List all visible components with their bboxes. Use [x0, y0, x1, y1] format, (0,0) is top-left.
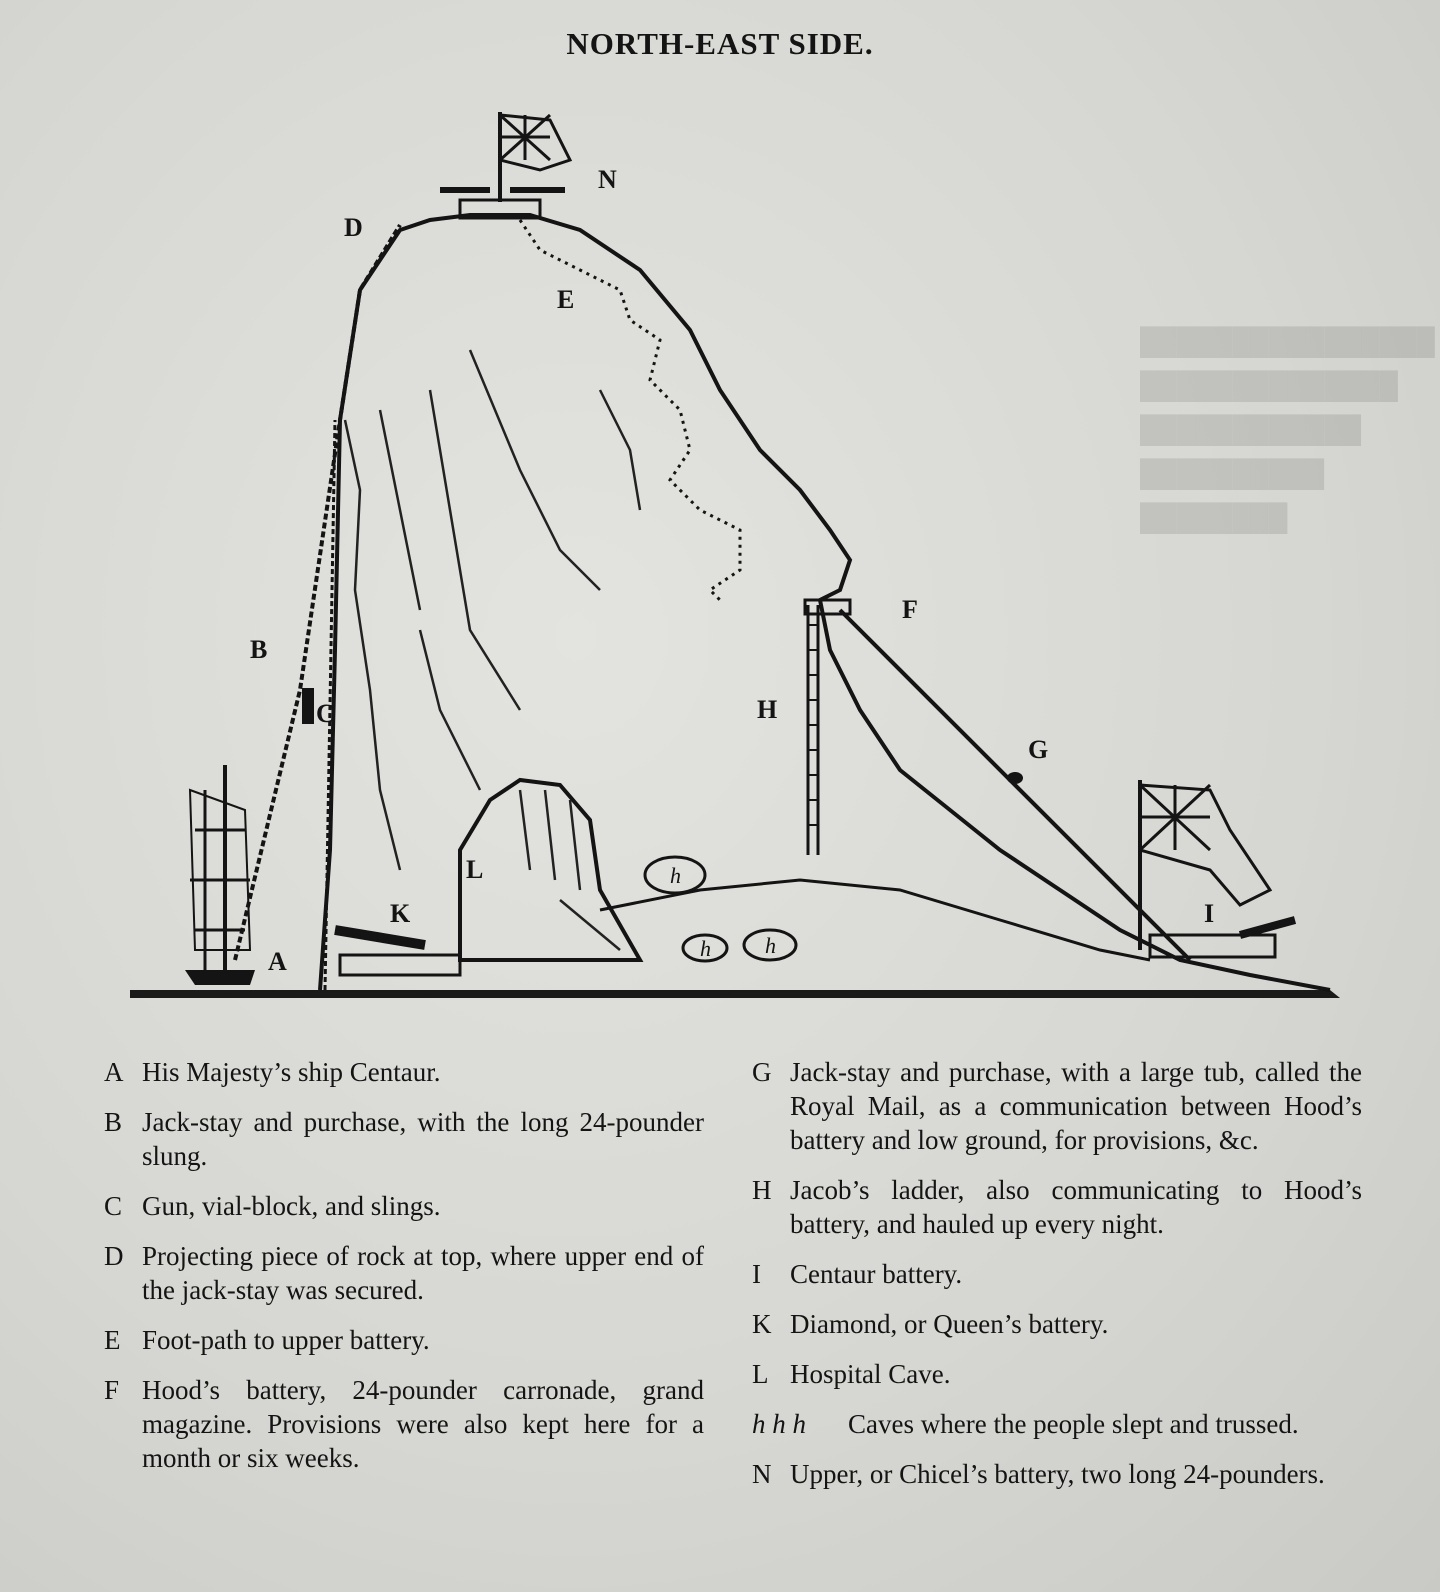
legend-item-i: I Centaur battery.	[752, 1259, 963, 1289]
rock-shading	[345, 350, 640, 870]
legend-right-column	[752, 1055, 1362, 1507]
diamond-battery	[340, 955, 460, 975]
legend-item-c: C Gun, vial-block, and slings.	[104, 1191, 441, 1221]
ground-line	[130, 990, 1340, 998]
legend-left-column	[104, 1055, 704, 1491]
legend-item-hhh: h h h Caves where the people slept and trussed.	[752, 1409, 1299, 1439]
label-e: E	[557, 285, 575, 314]
label-k: K	[390, 899, 411, 928]
jacobs-ladder	[808, 605, 818, 855]
label-a: A	[268, 947, 287, 976]
legend-item-h: H Jacob’s ladder, also communicating to Hood’s battery, and hauled up every night.	[752, 1175, 1362, 1239]
legend-item-n: N Upper, or Chicel’s battery, two long 24-pounders.	[752, 1459, 1325, 1489]
rock-illustration	[0, 90, 1440, 1020]
legend-item-f: F Hood’s battery, 24-pounder carronade, grand magazine. Provisions were also kept here for a month or six weeks.	[104, 1375, 704, 1473]
legend-item-d: D Projecting piece of rock at top, where upper end of the jack-stay was secured.	[104, 1241, 704, 1305]
top-flag-cross	[500, 115, 550, 160]
jack-stay-b	[235, 225, 400, 960]
legend-item-g: G Jack-stay and purchase, with a large tub, called the Royal Mail, as a communication between Hood’s battery and low ground, for provisions, &c.	[752, 1057, 1362, 1155]
label-l: L	[466, 855, 484, 884]
label-g: G	[1028, 735, 1049, 764]
royal-mail-tub	[1007, 772, 1023, 784]
jack-stay-g	[840, 610, 1190, 960]
label-c: C	[316, 699, 335, 728]
centaur-flag-cross	[1140, 785, 1210, 850]
page-title: NORTH-EAST SIDE.	[566, 26, 874, 61]
label-b: B	[250, 635, 268, 664]
label-h: H	[757, 695, 778, 724]
legend-item-a: A His Majesty’s ship Centaur.	[104, 1057, 441, 1087]
bleed-through-text: ████████████████ ██████████████ ████████████ ██████████ ████████	[1140, 327, 1435, 532]
label-h-cave-3: h	[765, 933, 776, 958]
label-f: F	[902, 595, 918, 624]
label-i: I	[1204, 899, 1215, 928]
centaur-battery-gun	[1240, 920, 1295, 935]
label-h-cave-2: h	[700, 936, 711, 961]
label-h-cave-1: h	[670, 863, 681, 888]
legend-item-e: E Foot-path to upper battery.	[104, 1325, 430, 1355]
foot-path	[520, 220, 740, 600]
gun-c	[302, 688, 314, 724]
hospital-cave	[460, 780, 640, 960]
legend-item-k: K Diamond, or Queen’s battery.	[752, 1309, 1109, 1339]
hospital-cave-shading	[520, 790, 620, 950]
label-n: N	[598, 165, 617, 194]
legend-item-b: B Jack-stay and purchase, with the long 24-pounder slung.	[104, 1107, 704, 1171]
label-d: D	[344, 213, 363, 242]
diamond-battery-gun	[335, 930, 425, 945]
ship-centaur	[185, 765, 255, 985]
legend-item-l: L Hospital Cave.	[752, 1359, 951, 1389]
